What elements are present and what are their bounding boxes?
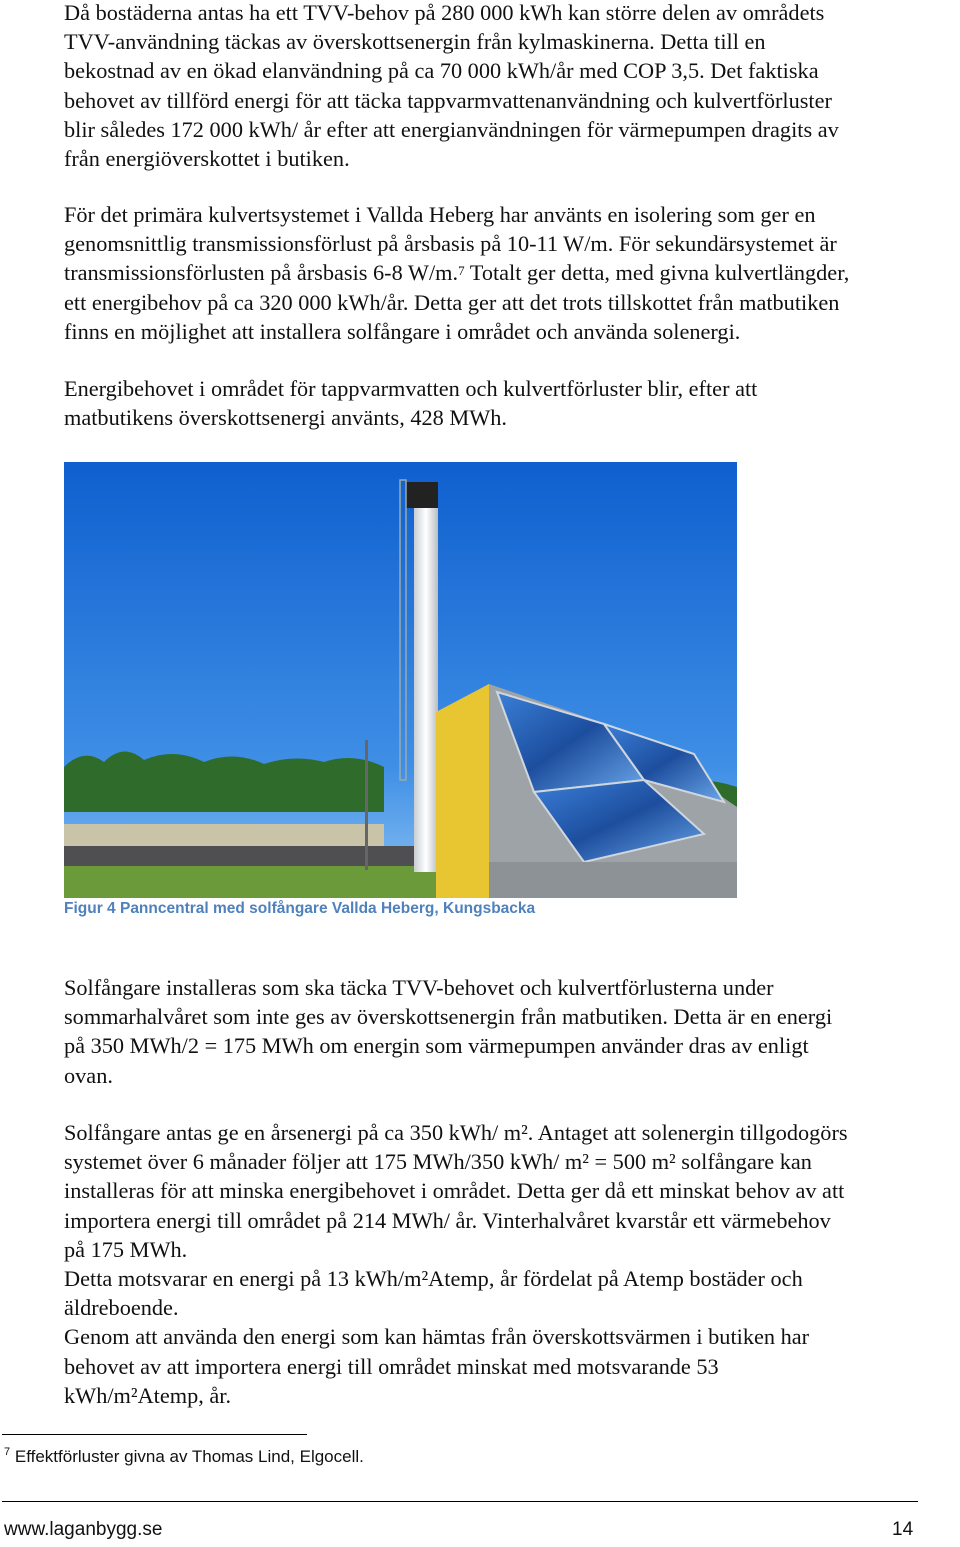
text-line: blir således 172 000 kWh/ år efter att energianvändningen för värmepumpen dragits av <box>64 116 839 142</box>
text-line: systemet över 6 månader följer att 175 MWh/350 kWh/ m² = 500 m² solfångare kan <box>64 1149 812 1175</box>
building-facade <box>436 684 489 898</box>
footnote-text: Effektförluster givna av Thomas Lind, Elgocell. <box>14 1447 364 1466</box>
footnote-divider <box>2 1434 307 1435</box>
paragraph-1 <box>64 0 958 173</box>
text-line: ovan. <box>64 1062 113 1088</box>
text-line: Energibehovet i området för tappvarmvatten och kulvertförluster blir, efter att <box>64 376 758 401</box>
text-line: TVV-användning täckas av överskottsenergin från kylmaskinerna. Detta till en <box>64 29 766 55</box>
text-line: sommarhalvåret som inte ges av överskottsenergin från matbutiken. Detta är en energi <box>64 1004 833 1030</box>
page-number: 14 <box>892 1519 914 1540</box>
figure-caption: Figur 4 Panncentral med solfångare Vallda Heberg, Kungsbacka <box>64 900 536 917</box>
text-line <box>64 258 958 287</box>
text-line: kWh/m²Atemp, år. <box>64 1382 232 1408</box>
text-line: äldreboende. <box>64 1295 179 1321</box>
text-line: på 175 MWh. <box>64 1236 188 1262</box>
text-line: Detta motsvarar en energi på 13 kWh/m²Atemp, år fördelat på Atemp bostäder och <box>64 1266 803 1292</box>
chimney-top <box>406 482 438 508</box>
trees <box>64 751 384 812</box>
text-segment: transmissionsförlusten på årsbasis 6-8 W/m. <box>64 260 459 286</box>
paragraph-3 <box>64 374 958 432</box>
footer-divider <box>2 1501 918 1502</box>
text-line: bekostnad av en ökad elanvändning på ca 70 000 kWh/år med COP 3,5. Det faktiska <box>64 58 819 84</box>
text-line: ett energibehov på ca 320 000 kWh/år. Detta ger att det trots tillskottet från matbutiken <box>64 289 840 315</box>
text-line: importera energi till området på 214 MWh/ år. Vinterhalvåret kvarstår ett värmebehov <box>64 1207 831 1233</box>
text-line: behovet av tillförd energi för att täcka tappvarmvattenanvändning och kulvertförluster <box>64 87 832 113</box>
text-line: installeras för att minska energibehovet i området. Detta ger då ett minskat behov av att <box>64 1178 845 1204</box>
building-base <box>489 862 737 898</box>
text-line: behovet av att importera energi till området minskat med motsvarande 53 <box>64 1353 719 1379</box>
text-line: Solfångare antas ge en årsenergi på ca 350 kWh/ m². Antaget att solenergin tillgodogörs <box>64 1120 848 1145</box>
footer-site-link[interactable]: www.laganbygg.se <box>4 1519 163 1540</box>
text-line: genomsnittlig transmissionsförlust på årsbasis på 10-11 W/m. För sekundärsystemet är <box>64 231 837 257</box>
text-line: från energiöverskottet i butiken. <box>64 146 350 172</box>
text-line: För det primära kulvertsystemet i Vallda Heberg har använts en isolering som ger en <box>64 202 816 227</box>
paragraph-2 <box>64 200 958 346</box>
footnote-ref[interactable]: 7 <box>458 263 465 279</box>
figure-photo <box>64 462 737 898</box>
chimney <box>414 502 438 872</box>
footnote-number: 7 <box>4 1446 11 1458</box>
photo-panncentral <box>64 462 737 898</box>
text-segment: Totalt ger detta, med givna kulvertlängder, <box>469 260 850 286</box>
text-line: finns en möjlighet att installera solfångare i området och använda solenergi. <box>64 318 741 344</box>
distant-buildings <box>64 824 384 846</box>
lamp-post <box>365 740 368 870</box>
footnote <box>4 1447 364 1467</box>
text-line: Solfångare installeras som ska täcka TVV-behovet och kulvertförlusterna under <box>64 975 774 1000</box>
paragraph-4 <box>64 973 958 1090</box>
text-line: Genom att använda den energi som kan hämtas från överskottsvärmen i butiken har <box>64 1324 810 1350</box>
text-line: matbutikens överskottsenergi använts, 428 MWh. <box>64 405 507 431</box>
text-line: på 350 MWh/2 = 175 MWh om energin som värmepumpen använder dras av enligt <box>64 1033 809 1059</box>
text-line: Då bostäderna antas ha ett TVV-behov på 280 000 kWh kan större delen av områdets <box>64 0 825 25</box>
paragraph-5 <box>64 1118 958 1410</box>
